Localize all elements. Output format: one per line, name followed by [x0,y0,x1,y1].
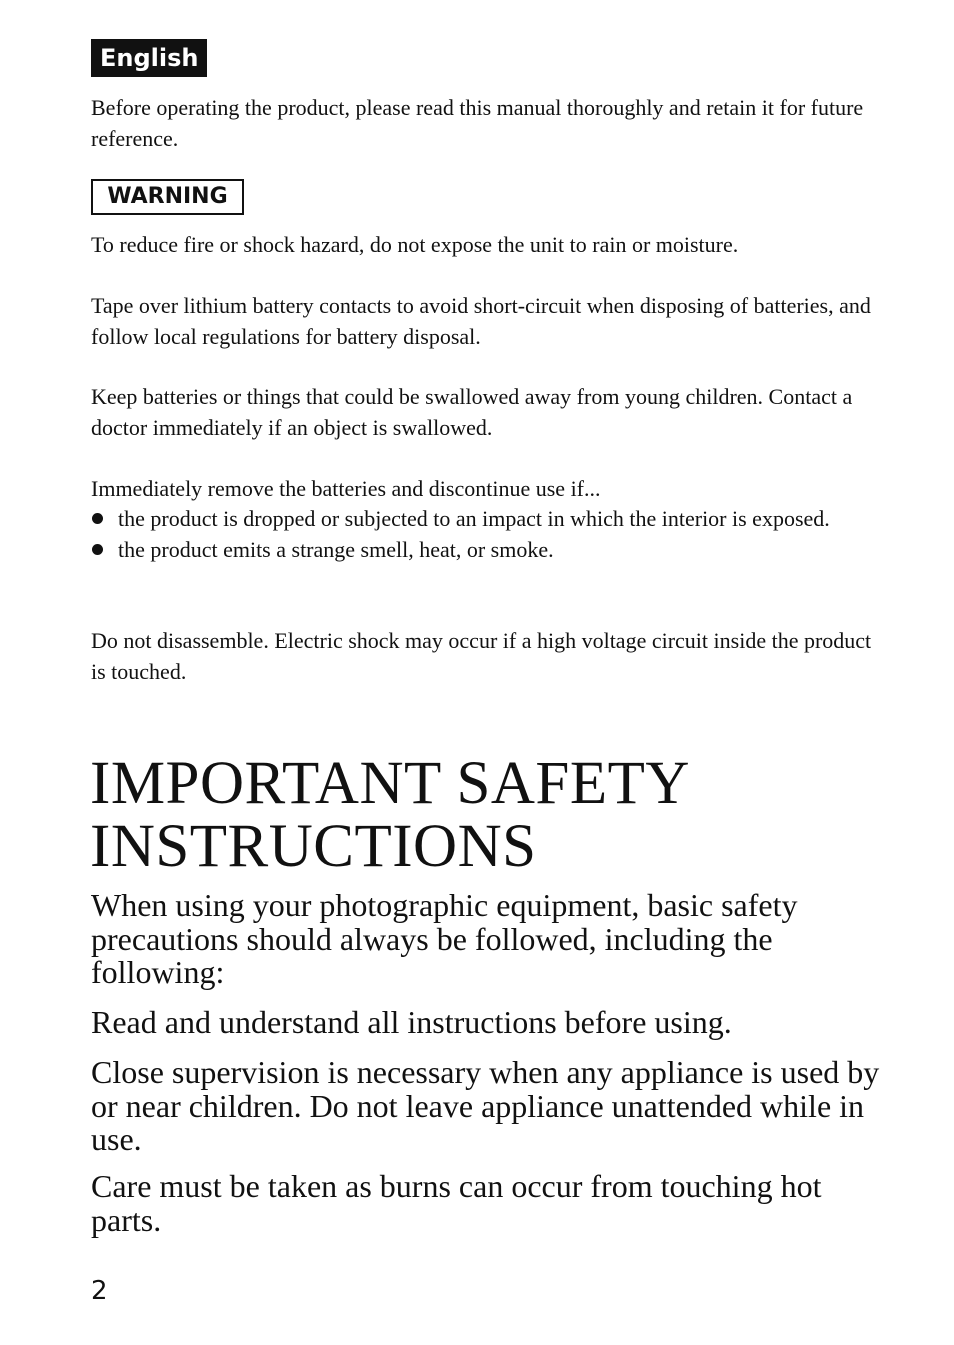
safety-paragraph-read-instructions: Read and understand all instructions before using. [91,1004,732,1040]
list-item-text: the product emits a strange smell, heat, or smoke. [118,537,554,562]
warning-paragraph-remove-batteries: Immediately remove the batteries and discontinue use if... [91,476,601,501]
bullet-icon [92,513,103,524]
safety-paragraph-supervision: Close supervision is necessary when any appliance is used by or near children. Do not leave appliance unattended while in use. [91,1054,880,1157]
intro-text: Before operating the product, please read this manual thoroughly and retain it for future reference. [91,95,864,151]
list-item [91,534,881,565]
page-number: 2 [91,1276,108,1306]
warning-paragraph-children: Keep batteries or things that could be swallowed away from young children. Contact a doctor immediately if an object is swallowed. [91,384,853,440]
list-item [91,503,881,534]
warning-label: WARNING [91,179,244,215]
bullet-icon [92,544,103,555]
safety-paragraph-precautions: When using your photographic equipment, basic safety precautions should always be followed, including the following: [91,887,798,990]
warning-paragraph-moisture: To reduce fire or shock hazard, do not expose the unit to rain or moisture. [91,232,739,257]
warning-paragraph-battery-disposal: Tape over lithium battery contacts to avoid short-circuit when disposing of batteries, and follow local regulations for battery disposal. [91,293,871,349]
safety-title: IMPORTANT SAFETY INSTRUCTIONS [90,750,688,880]
warning-paragraph-disassemble: Do not disassemble. Electric shock may occur if a high voltage circuit inside the product is touched. [91,628,872,684]
language-tab: English [91,39,207,77]
safety-paragraph-burns: Care must be taken as burns can occur from touching hot parts. [91,1168,822,1238]
list-item-text: the product is dropped or subjected to an impact in which the interior is exposed. [118,506,830,531]
warning-bullet-list [91,503,881,565]
